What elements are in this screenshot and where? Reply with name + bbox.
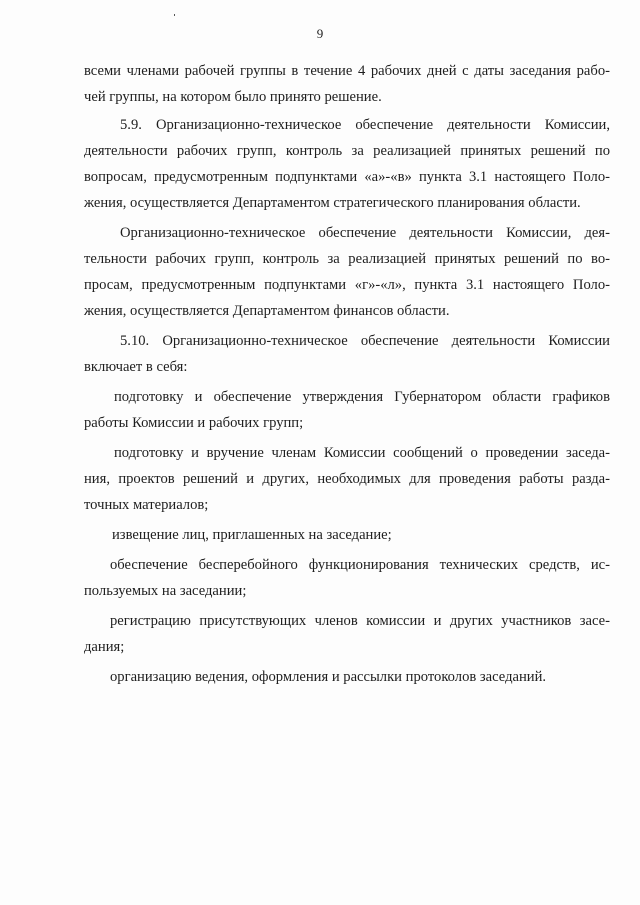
page-number: 9 bbox=[316, 26, 324, 41]
scan-speck bbox=[174, 14, 175, 16]
paragraph-finance-dept bbox=[84, 220, 610, 324]
text-line: жения, осуществляется Департаментом финансов области. bbox=[84, 303, 450, 319]
paragraph-5-9 bbox=[84, 112, 610, 216]
text-line: всеми членами рабочей группы в течение 4 рабочих дней с даты заседания рабо- bbox=[84, 63, 610, 79]
text-line: обеспечение бесперебойного функционирования технических средств, ис- bbox=[110, 557, 610, 573]
text-line: ния, проектов решений и других, необходимых для проведения работы разда- bbox=[84, 471, 610, 487]
text-line: просам, предусмотренным подпунктами «г»-«л», пункта 3.1 настоящего Поло- bbox=[84, 277, 610, 293]
text-line: жения, осуществляется Департаментом стратегического планирования области. bbox=[84, 195, 581, 211]
text-line: Организационно-техническое обеспечение деятельности Комиссии, дея- bbox=[120, 225, 610, 241]
document-body bbox=[84, 58, 610, 690]
text-line: извещение лиц, приглашенных на заседание; bbox=[112, 527, 392, 543]
list-item-materials bbox=[84, 440, 610, 518]
text-line: работы Комиссии и рабочих групп; bbox=[84, 415, 304, 431]
text-line: деятельности рабочих групп, контроль за реализацией принятых решений по bbox=[84, 143, 610, 159]
text-line: 5.10. Организационно-техническое обеспечение деятельности Комиссии bbox=[120, 333, 610, 349]
text-line: включает в себя: bbox=[84, 359, 188, 375]
text-line: дания; bbox=[84, 639, 125, 655]
text-line: организацию ведения, оформления и рассылки протоколов заседаний. bbox=[110, 669, 547, 685]
list-item-registration bbox=[84, 608, 610, 660]
list-item-notification bbox=[84, 522, 610, 548]
paragraph-5-10 bbox=[84, 328, 610, 380]
list-item-minutes bbox=[84, 664, 610, 690]
list-item-schedules bbox=[84, 384, 610, 436]
text-line: подготовку и обеспечение утверждения Губернатором области графиков bbox=[114, 389, 610, 405]
text-line: тельности рабочих групп, контроль за реализацией принятых решений по во- bbox=[84, 251, 610, 267]
text-line: подготовку и вручение членам Комиссии сообщений о проведении заседа- bbox=[114, 445, 610, 461]
text-line: точных материалов; bbox=[84, 497, 209, 513]
text-line: чей группы, на котором было принято решение. bbox=[84, 89, 382, 105]
text-line: вопросам, предусмотренным подпунктами «а»-«в» пункта 3.1 настоящего Поло- bbox=[84, 169, 610, 185]
list-item-technical bbox=[84, 552, 610, 604]
text-line: 5.9. Организационно-техническое обеспечение деятельности Комиссии, bbox=[120, 117, 610, 133]
text-line: пользуемых на заседании; bbox=[84, 583, 247, 599]
text-line: регистрацию присутствующих членов комиссии и других участников засе- bbox=[110, 613, 610, 629]
paragraph-continuation bbox=[84, 58, 610, 110]
